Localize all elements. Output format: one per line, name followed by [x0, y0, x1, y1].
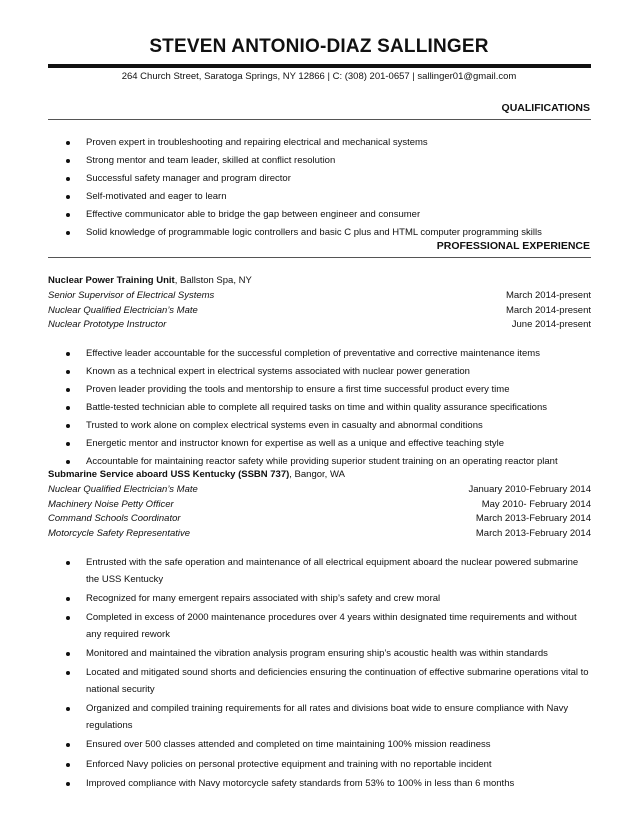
list-item: Monitored and maintained the vibration analysis program ensuring ship’s acoustic health was within standards — [64, 646, 594, 663]
list-item: Successful safety manager and program director — [64, 170, 594, 188]
role-row — [48, 483, 591, 498]
list-item: Effective communicator able to bridge the gap between engineer and consumer — [64, 206, 594, 224]
list-item: Enforced Navy policies on personal protective equipment and training with no reportable incident — [64, 757, 594, 774]
role-row — [48, 304, 591, 319]
role-title: Motorcycle Safety Representative — [48, 527, 191, 539]
list-item: Strong mentor and team leader, skilled at conflict resolution — [64, 152, 594, 170]
list-item: Entrusted with the safe operation and maintenance of all electrical equipment aboard the nuclear powered submarine the USS Kentucky — [64, 555, 594, 589]
role-dates: March 2013-February 2014 — [475, 527, 591, 539]
qualifications-list — [64, 134, 594, 242]
role-row — [48, 318, 591, 333]
list-item: Self-motivated and eager to learn — [64, 188, 594, 206]
roles-list — [48, 483, 591, 541]
experience-heading: PROFESSIONAL EXPERIENCE — [436, 240, 590, 252]
experience-rule — [48, 257, 591, 258]
list-item: Located and mitigated sound shorts and deficiencies ensuring the continuation of effective submarine operations vital to national security — [64, 665, 594, 699]
qualifications-heading: QUALIFICATIONS — [501, 102, 590, 114]
role-title: Command Schools Coordinator — [48, 513, 181, 524]
list-item: Energetic mentor and instructor known for expertise as well as a unique and effective teaching style — [64, 435, 594, 453]
list-item: Accountable for maintaining reactor safety while providing superior student training on an operating reactor plant — [64, 453, 594, 471]
employer-line — [48, 275, 252, 286]
job-bullets — [64, 555, 594, 795]
role-title: Machinery Noise Petty Officer — [48, 498, 174, 510]
role-row — [48, 498, 591, 513]
role-dates: May 2010- February 2014 — [481, 498, 591, 510]
list-item: Improved compliance with Navy motorcycle safety standards from 53% to 100% in less than 6 months — [64, 776, 594, 793]
role-title: Nuclear Qualified Electrician’s Mate — [48, 484, 198, 495]
employer-location: , Ballston Spa, NY — [174, 275, 252, 286]
employer-name: Nuclear Power Training Unit — [48, 275, 175, 286]
role-row — [48, 289, 591, 304]
list-item: Battle-tested technician able to complete all required tasks on time and within quality assurance specifications — [64, 399, 594, 417]
list-item: Effective leader accountable for the successful completion of preventative and corrective maintenance items — [64, 345, 594, 363]
employer-line — [48, 469, 345, 480]
candidate-name: STEVEN ANTONIO-DIAZ SALLINGER — [149, 36, 489, 57]
role-title: Nuclear Qualified Electrician’s Mate — [48, 304, 198, 316]
list-item: Proven leader providing the tools and mentorship to ensure a first time successful product every time — [64, 381, 594, 399]
role-title: Nuclear Prototype Instructor — [48, 319, 167, 330]
role-dates: March 2014-present — [505, 290, 591, 301]
qualifications-rule — [48, 119, 591, 120]
header-rule — [48, 64, 591, 68]
role-dates: January 2010-February 2014 — [468, 484, 591, 495]
list-item: Proven expert in troubleshooting and repairing electrical and mechanical systems — [64, 134, 594, 152]
role-dates: March 2013-February 2014 — [475, 513, 591, 524]
role-title: Senior Supervisor of Electrical Systems — [48, 290, 215, 301]
job-bullets — [64, 345, 594, 471]
list-item: Trusted to work alone on complex electrical systems even in casualty and abnormal conditions — [64, 417, 594, 435]
list-item: Solid knowledge of programmable logic controllers and basic C plus and HTML computer programming skills — [64, 224, 594, 242]
list-item: Known as a technical expert in electrical systems associated with nuclear power generation — [64, 363, 594, 381]
list-item: Organized and compiled training requirements for all rates and divisions boat wide to ensure compliance with Navy regulations — [64, 701, 594, 735]
employer-name: Submarine Service aboard USS Kentucky (SSBN 737) — [48, 469, 290, 480]
list-item: Completed in excess of 2000 maintenance procedures over 4 years within designated time requirements and without any required rework — [64, 610, 594, 644]
role-row — [48, 512, 591, 527]
role-dates: June 2014-present — [511, 319, 591, 330]
contact-line: 264 Church Street, Saratoga Springs, NY 12866 | C: (308) 201-0657 | sallinger01@gmail.com — [121, 71, 517, 82]
role-dates: March 2014-present — [505, 304, 591, 316]
roles-list — [48, 289, 591, 333]
list-item: Recognized for many emergent repairs associated with ship’s safety and crew moral — [64, 591, 594, 608]
list-item: Ensured over 500 classes attended and completed on time maintaining 100% mission readiness — [64, 737, 594, 754]
role-row — [48, 527, 591, 542]
employer-location: , Bangor, WA — [289, 469, 345, 480]
